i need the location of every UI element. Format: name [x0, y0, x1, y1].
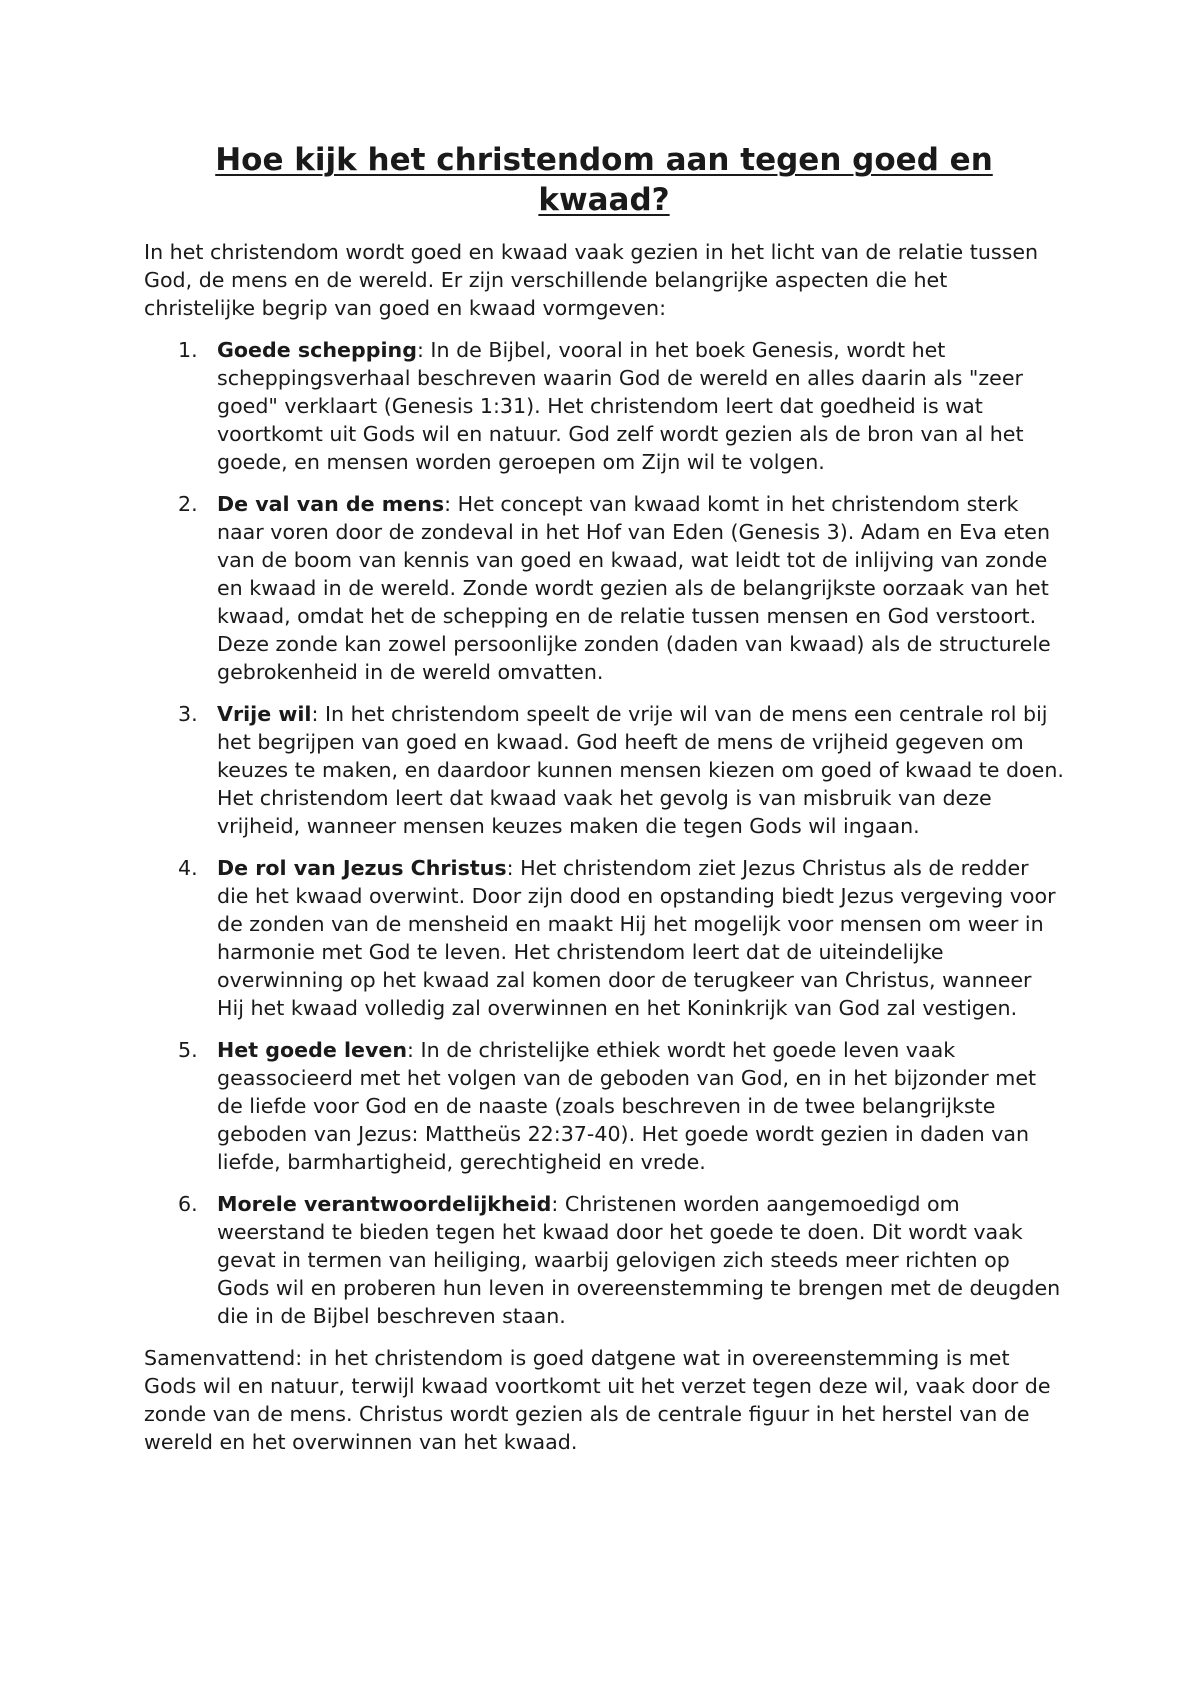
list-item-term: Het goede leven [217, 1038, 408, 1062]
list-item [144, 490, 1064, 686]
list-item [144, 1190, 1064, 1330]
list-item-term: Goede schepping [217, 338, 417, 362]
conclusion-paragraph: Samenvattend: in het christendom is goed datgene wat in overeenstemming is met Gods wil en natuur, terwijl kwaad voortkomt uit het verzet tegen deze wil, vaak door de zonde van de mens. Christus wordt gezien als de centrale figuur in het herstel van de wereld en het overwinnen van het kwaad. [144, 1346, 1051, 1454]
list-item-term: De val van de mens [217, 492, 445, 516]
intro-paragraph: In het christendom wordt goed en kwaad vaak gezien in het licht van de relatie tussen God, de mens en de wereld. Er zijn verschillende belangrijke aspecten die het christelijke begrip van goed en kwaad vormgeven: [144, 240, 1039, 320]
list-item-text: : Het christendom ziet Jezus Christus als de redder die het kwaad overwint. Door zijn dood en opstanding biedt Jezus vergeving voor de zonden van de mensheid en maakt Hij het mogelijk voor mensen om weer in harmonie met God te leven. Het christendom leert dat de uiteindelijke overwinning op het kwaad zal komen door de terugkeer van Christus, wanneer Hij het kwaad volledig zal overwinnen en het Koninkrijk van God zal vestigen. [217, 856, 1056, 1020]
list-item [144, 1036, 1064, 1176]
list-item [144, 700, 1064, 840]
list-item-text: : Het concept van kwaad komt in het christendom sterk naar voren door de zondeval in het Hof van Eden (Genesis 3). Adam en Eva eten van de boom van kennis van goed en kwaad, wat leidt tot de inlijving van zonde en kwaad in de wereld. Zonde wordt gezien als de belangrijkste oorzaak van het kwaad, omdat het de schepping en de relatie tussen mensen en God verstoort. Deze zonde kan zowel persoonlijke zonden (daden van kwaad) als de structurele gebrokenheid in de wereld omvatten. [217, 492, 1051, 684]
document-page [144, 140, 1064, 1456]
list-item-term: Vrije wil [217, 702, 312, 726]
list-item-term: Morele verantwoordelijkheid [217, 1192, 552, 1216]
list-item-term: De rol van Jezus Christus [217, 856, 507, 880]
list-item-number: 3. [178, 702, 198, 726]
list-item-number: 5. [178, 1038, 198, 1062]
list-item [144, 336, 1064, 476]
aspects-list [144, 336, 1064, 1330]
list-item [144, 854, 1064, 1022]
list-item-text: : Christenen worden aangemoedigd om weerstand te bieden tegen het kwaad door het goede te doen. Dit wordt vaak gevat in termen van heiliging, waarbij gelovigen zich steeds meer richten op Gods wil en proberen hun leven in overeenstemming te brengen met de deugden die in de Bijbel beschreven staan. [217, 1192, 1061, 1328]
document-title: Hoe kijk het christendom aan tegen goed en kwaad? [215, 142, 993, 218]
list-item-text: : In de christelijke ethiek wordt het goede leven vaak geassocieerd met het volgen van de geboden van God, en in het bijzonder met de liefde voor God en de naaste (zoals beschreven in de twee belangrijkste geboden van Jezus: Mattheüs 22:37-40). Het goede wordt gezien in daden van liefde, barmhartigheid, gerechtigheid en vrede. [217, 1038, 1037, 1174]
list-item-text: : In de Bijbel, vooral in het boek Genesis, wordt het scheppingsverhaal beschreven waarin God de wereld en alles daarin als "zeer goed" verklaart (Genesis 1:31). Het christendom leert dat goedheid is wat voortkomt uit Gods wil en natuur. God zelf wordt gezien als de bron van al het goede, en mensen worden geroepen om Zijn wil te volgen. [217, 338, 1024, 474]
list-item-number: 1. [178, 338, 198, 362]
list-item-number: 6. [178, 1192, 198, 1216]
list-item-number: 4. [178, 856, 198, 880]
list-item-text: : In het christendom speelt de vrije wil van de mens een centrale rol bij het begrijpen van goed en kwaad. God heeft de mens de vrijheid gegeven om keuzes te maken, en daardoor kunnen mensen kiezen om goed of kwaad te doen. Het christendom leert dat kwaad vaak het gevolg is van misbruik van deze vrijheid, wanneer mensen keuzes maken die tegen Gods wil ingaan. [217, 702, 1064, 838]
list-item-number: 2. [178, 492, 198, 516]
